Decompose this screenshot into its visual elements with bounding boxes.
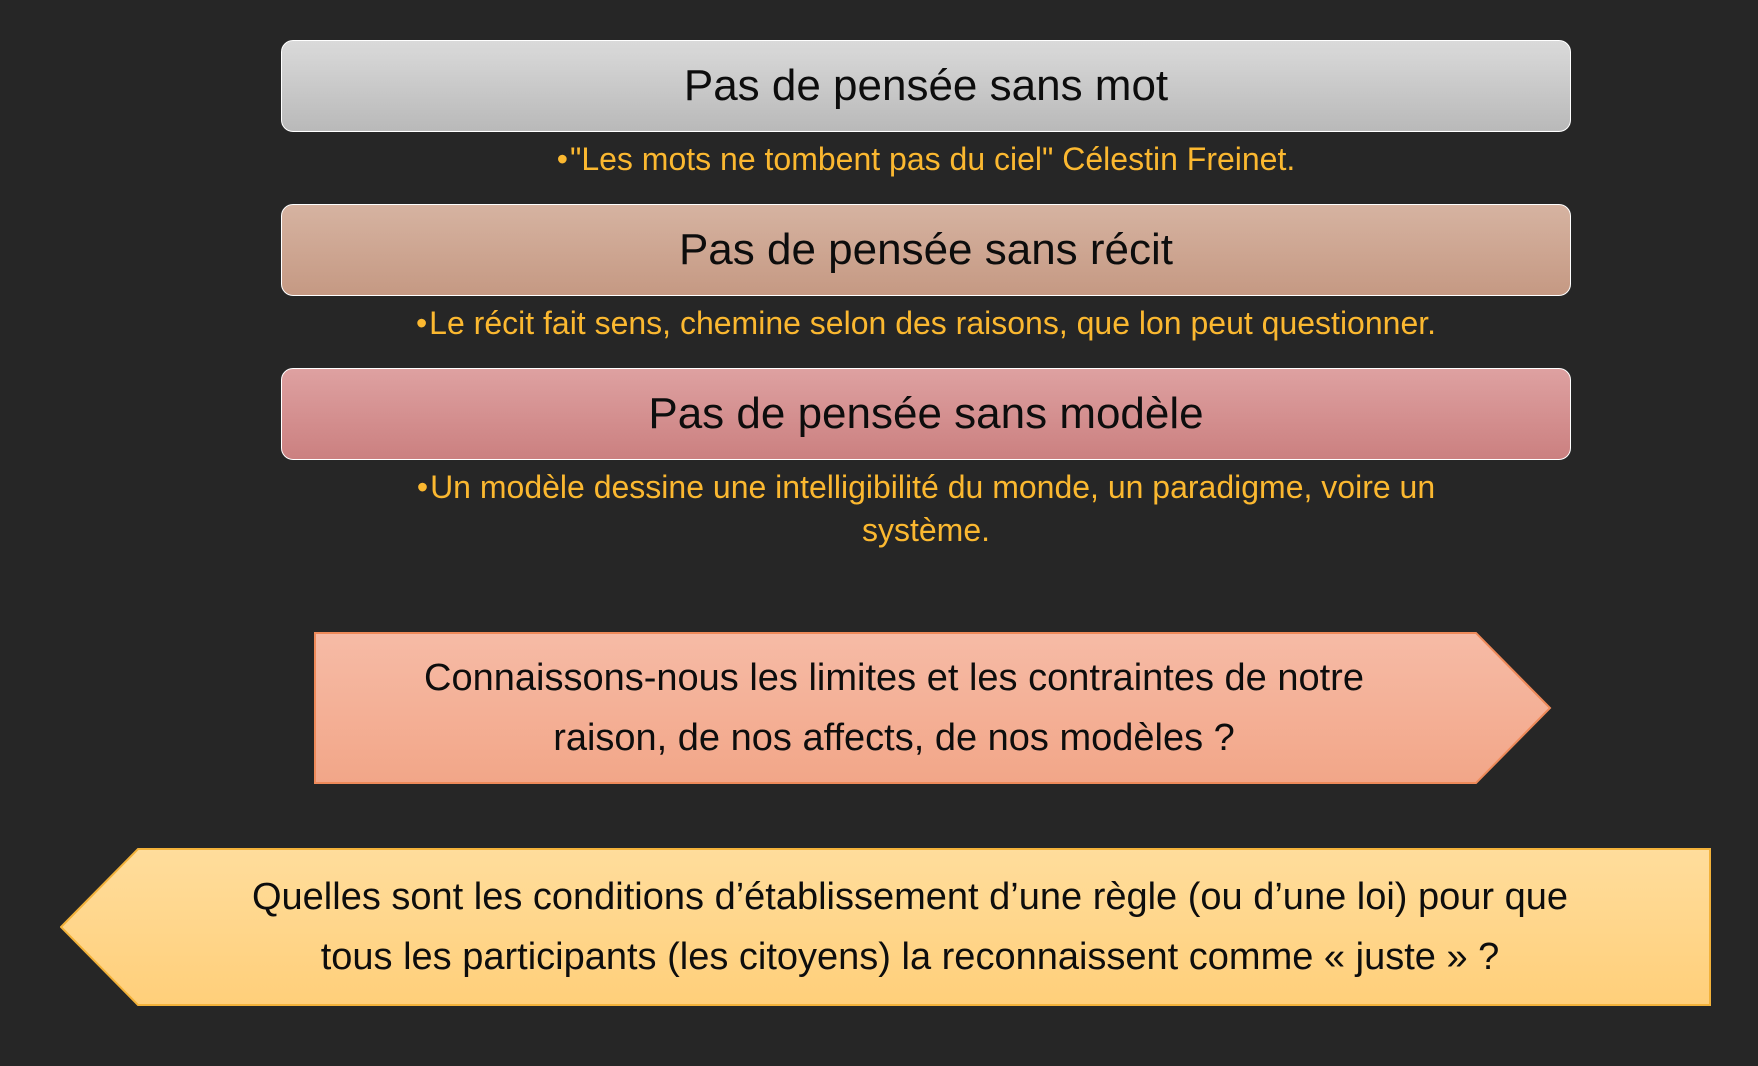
arrow-right-line2: raison, de nos affects, de nos modèles ? (553, 717, 1235, 759)
arrow-right-line1: Connaissons-nous les limites et les contraintes de notre (424, 657, 1364, 699)
caption-modele (281, 466, 1571, 552)
box-pensee-sans-recit (281, 204, 1571, 296)
arrow-right-text (344, 632, 1444, 784)
caption-mot (281, 138, 1571, 181)
arrow-left-line1: Quelles sont les conditions d’établissement d’une règle (ou d’une loi) pour que (251, 876, 1569, 918)
box-title: Pas de pensée sans récit (678, 225, 1174, 274)
caption-text-line2: système. (861, 512, 991, 548)
caption-text: "Les mots ne tombent pas du ciel" Célestin Freinet. (569, 141, 1296, 177)
arrow-left-line2: tous les participants (les citoyens) la reconnaissent comme « juste » ? (320, 936, 1500, 978)
caption-text: Le récit fait sens, chemine selon des raisons, que lon peut questionner. (429, 305, 1437, 341)
box-title: Pas de pensée sans modèle (648, 389, 1204, 438)
bullet: • (415, 305, 428, 341)
caption-recit (281, 302, 1571, 345)
caption-text-line1: Un modèle dessine une intelligibilité du monde, un paradigme, voire un (430, 469, 1436, 505)
box-pensee-sans-mot (281, 40, 1571, 132)
question-arrow-left (60, 848, 1712, 1006)
bullet: • (416, 469, 429, 505)
arrow-left-text (140, 848, 1680, 1006)
question-arrow-right (314, 632, 1552, 784)
box-title: Pas de pensée sans mot (683, 61, 1169, 110)
box-pensee-sans-modele (281, 368, 1571, 460)
bullet: • (556, 141, 568, 177)
